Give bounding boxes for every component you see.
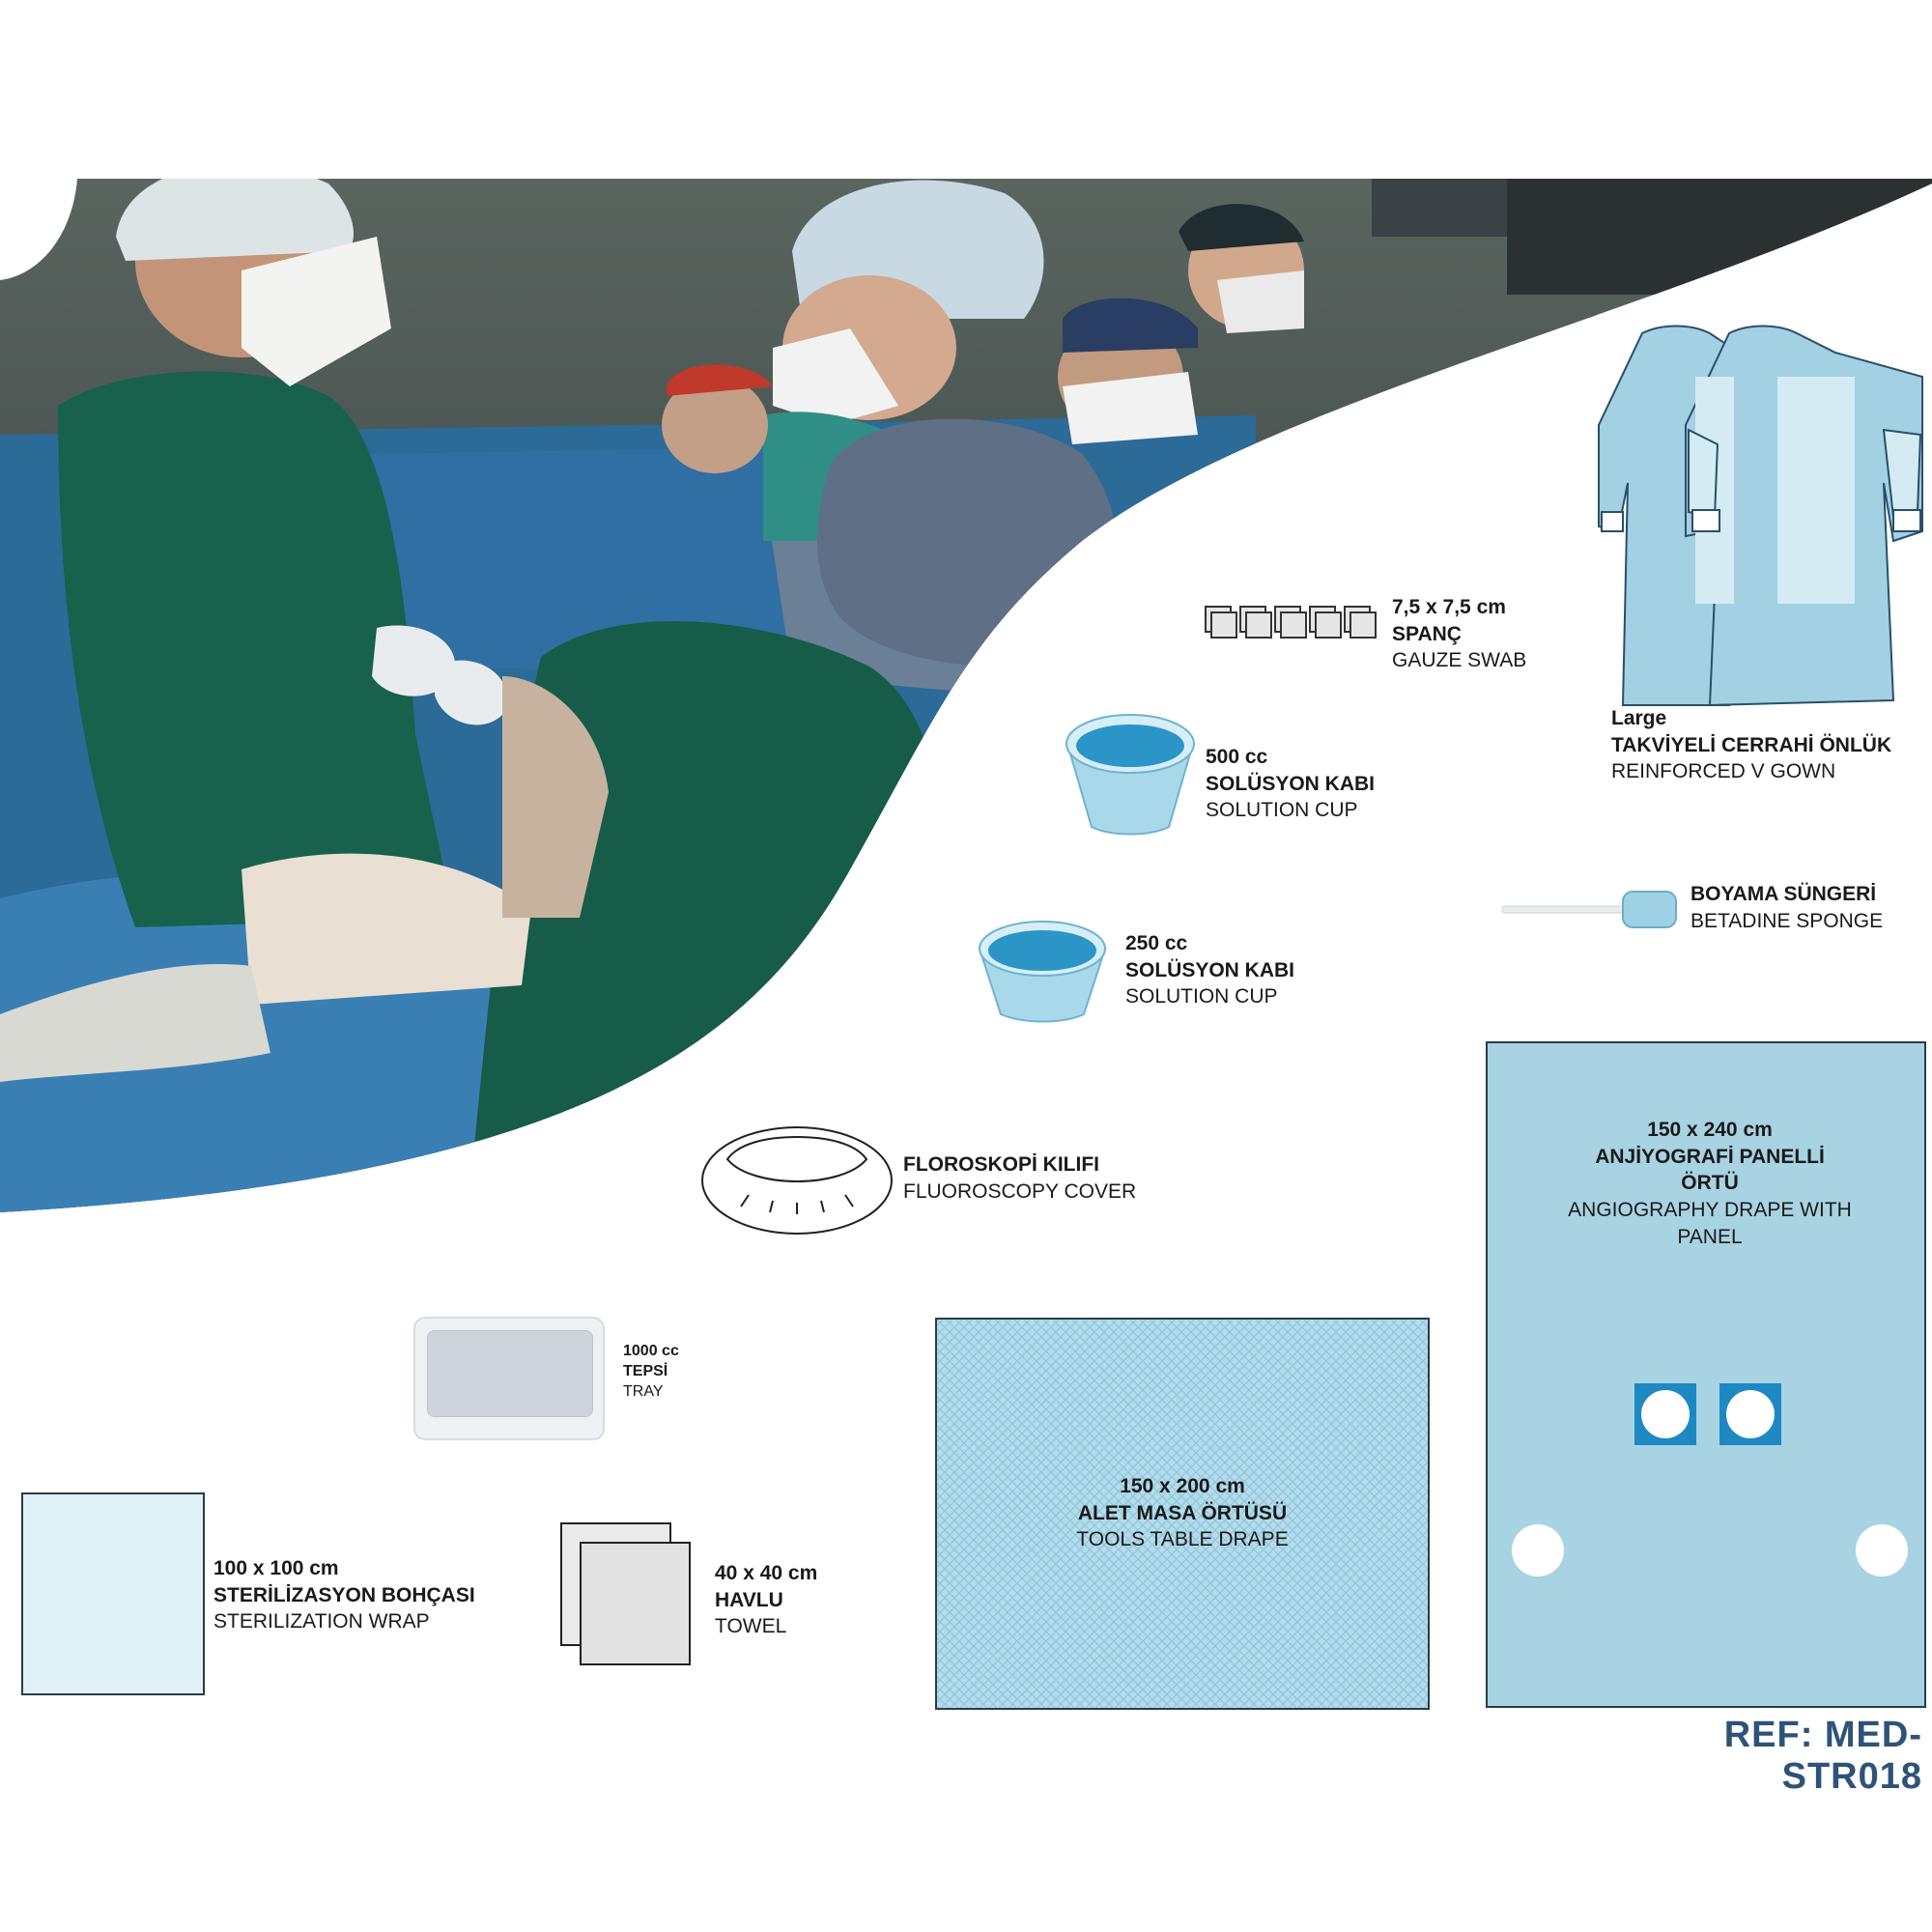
towel-label (715, 1560, 817, 1640)
gauze-name-en: GAUZE SWAB (1392, 649, 1527, 672)
wrap-label (213, 1555, 475, 1635)
solution-cup-500-icon (1063, 713, 1198, 838)
gauze-name-tr: SPANÇ (1392, 622, 1462, 645)
table-drape-name-en: TOOLS TABLE DRAPE (1076, 1528, 1289, 1551)
sponge-name-tr: BOYAMA SÜNGERİ (1690, 883, 1877, 905)
tray-name-tr: TEPSİ (623, 1363, 668, 1380)
wrap-name-tr: STERİLİZASYON BOHÇASI (213, 1583, 475, 1606)
gauze-label (1392, 594, 1526, 674)
angio-name-tr: ANJİYOGRAFİ PANELLİ ÖRTÜ (1595, 1145, 1825, 1195)
gown-name-en: REINFORCED V GOWN (1611, 760, 1836, 783)
fluoroscopy-cover-icon (700, 1125, 894, 1236)
cup500-size: 500 cc (1206, 746, 1268, 768)
sponge-name-en: BETADINE SPONGE (1690, 909, 1884, 932)
angio-label (1565, 1117, 1855, 1251)
cup500-label (1206, 744, 1375, 824)
cup250-name-en: SOLUTION CUP (1125, 985, 1278, 1009)
cup250-size: 250 cc (1125, 932, 1188, 954)
cup500-name-tr: SOLÜSYON KABI (1206, 772, 1376, 795)
gown-size: Large (1611, 707, 1667, 729)
angio-name-en: ANGIOGRAPHY DRAPE WITH PANEL (1568, 1199, 1852, 1248)
gauze-swab-icon (1206, 607, 1379, 645)
towel-name-tr: HAVLU (715, 1588, 783, 1611)
fluoro-name-tr: FLOROSKOPİ KILIFI (903, 1153, 1099, 1176)
betadine-sponge-icon (1502, 887, 1676, 935)
towel-size: 40 x 40 cm (715, 1562, 818, 1584)
ref-code: REF: MED-STR018 (1723, 1715, 1922, 1797)
towel-name-en: TOWEL (715, 1615, 787, 1638)
table-drape-size: 150 x 200 cm (1120, 1475, 1245, 1497)
cup500-name-en: SOLUTION CUP (1206, 799, 1358, 822)
cup250-name-tr: SOLÜSYON KABI (1125, 958, 1295, 981)
wrap-size: 100 x 100 cm (213, 1557, 339, 1579)
gown-icon (1604, 319, 1932, 705)
towel-icon-front (580, 1542, 691, 1665)
tray-name-en: TRAY (623, 1383, 664, 1401)
cup250-label (1125, 930, 1294, 1010)
sterilization-wrap-icon (21, 1492, 205, 1695)
sponge-label (1690, 881, 1883, 934)
fluoro-label (903, 1151, 1136, 1205)
solution-cup-250-icon (976, 918, 1111, 1024)
tray-label (623, 1341, 679, 1402)
angio-hole-right (1856, 1524, 1908, 1577)
table-drape-name-tr: ALET MASA ÖRTÜSÜ (1077, 1501, 1288, 1524)
wrap-name-en: STERILIZATION WRAP (213, 1610, 430, 1634)
angio-size: 150 x 240 cm (1647, 1119, 1773, 1141)
gown-label (1611, 705, 1891, 785)
angio-fenestration-left (1634, 1383, 1696, 1445)
tray-size: 1000 cc (623, 1343, 679, 1359)
gauze-size: 7,5 x 7,5 cm (1392, 596, 1506, 618)
fluoro-name-en: FLUOROSCOPY COVER (903, 1179, 1137, 1203)
tray-icon (413, 1317, 605, 1440)
table-drape-label (1037, 1473, 1327, 1553)
angio-hole-left (1512, 1524, 1564, 1577)
angio-fenestration-right (1719, 1383, 1781, 1445)
gown-name-tr: TAKVİYELİ CERRAHİ ÖNLÜK (1611, 733, 1892, 756)
